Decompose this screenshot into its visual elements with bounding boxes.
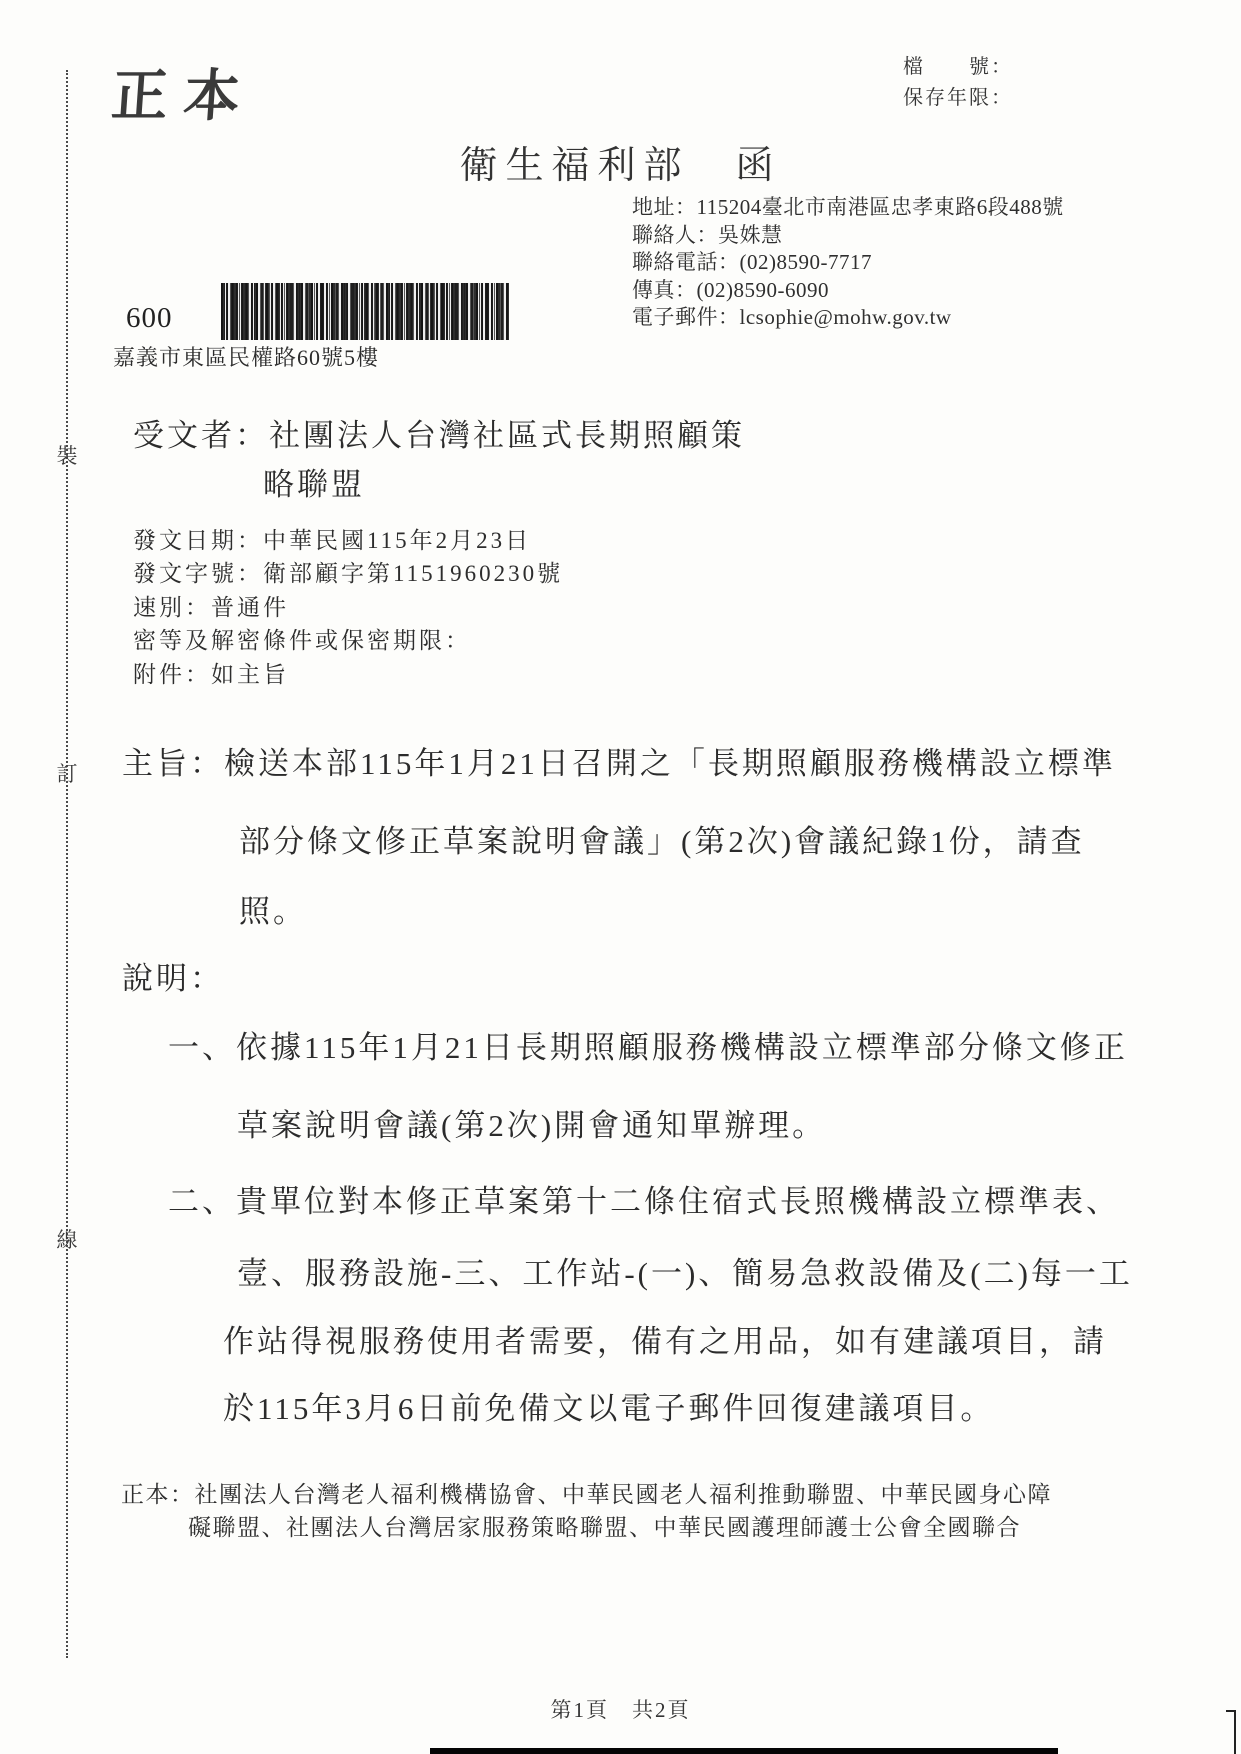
binding-mark-ding: 訂: [56, 762, 78, 786]
subject-line-3: 照。: [239, 894, 307, 929]
binding-mark-zhuang: 裝: [56, 444, 78, 468]
explanation-item2-line1: 二、貴單位對本修正草案第十二條住宿式長照機構設立標準表、: [168, 1184, 1120, 1219]
binding-mark-xian: 線: [56, 1228, 78, 1252]
binding-dotted-line: [66, 70, 68, 1658]
contact-address: 地址：115204臺北市南港區忠孝東路6段488號: [632, 195, 1064, 219]
subject-line-2: 部分條文修正草案說明會議」(第2次)會議紀錄1份，請查: [239, 824, 1085, 859]
explanation-item1-line1: 一、依據115年1月21日長期照顧服務機構設立標準部分條文修正: [168, 1030, 1128, 1065]
explanation-item2-line4: 於115年3月6日前免備文以電子郵件回復建議項目。: [223, 1391, 995, 1426]
explanation-item2-line2: 壹、服務設施-三、工作站-(一)、簡易急救設備及(二)每一工: [237, 1256, 1133, 1291]
attachment-note: 附件：如主旨: [133, 661, 289, 687]
contact-person: 聯絡人：吳姝慧: [632, 222, 783, 247]
doc-number: 發文字號：衛部顧字第1151960230號: [133, 561, 564, 587]
file-number-label: 檔 號：: [903, 56, 1013, 78]
document-title: 衛生福利部 函: [459, 145, 782, 187]
archive-label-block: [903, 52, 1013, 114]
cc-line-2: 礙聯盟、社團法人台灣居家服務策略聯盟、中華民國護理師護士公會全國聯合: [188, 1515, 1021, 1540]
cc-line-1: 正本：社團法人台灣老人福利機構協會、中華民國老人福利推動聯盟、中華民國身心障: [121, 1482, 1052, 1507]
security-level: 密等及解密條件或保密期限：: [133, 628, 471, 654]
retention-period-label: 保存年限：: [903, 87, 1013, 109]
recipient-mailing-address: 嘉義市東區民權路60號5樓: [113, 345, 380, 370]
recipient-line-1: 受文者：社團法人台灣社區式長期照顧策: [133, 418, 745, 453]
contact-email: 電子郵件：lcsophie@mohw.gov.tw: [632, 305, 952, 329]
page-number-footer: 第1頁 共2頁: [550, 1698, 691, 1722]
sender-contact-block: [632, 194, 1064, 332]
contact-phone: 聯絡電話：(02)8590-7717: [632, 250, 872, 274]
contact-fax: 傳真：(02)8590-6090: [632, 277, 829, 302]
recipient-zip-code: 600: [126, 302, 173, 334]
explanation-item2-line3: 作站得視服務使用者需要，備有之用品，如有建議項目，請: [223, 1324, 1107, 1359]
bottom-scan-bar: [430, 1748, 1058, 1754]
speed-level: 速別：普通件: [133, 594, 289, 620]
recipient-line-2: 略聯盟: [263, 467, 365, 502]
document-meta-block: [133, 524, 563, 691]
right-edge-scan-tick: [1226, 1710, 1236, 1712]
right-edge-scan-artifact: [1234, 1710, 1236, 1754]
explanation-item1-line2: 草案說明會議(第2次)開會通知單辦理。: [237, 1108, 827, 1143]
explanation-heading: 說明：: [122, 961, 224, 996]
barcode: [221, 283, 509, 340]
copy-type-stamp: 正本: [109, 66, 258, 128]
send-date: 發文日期：中華民國115年2月23日: [133, 528, 532, 553]
subject-line-1: 主旨：檢送本部115年1月21日召開之「長期照顧服務機構設立標準: [122, 746, 1116, 781]
